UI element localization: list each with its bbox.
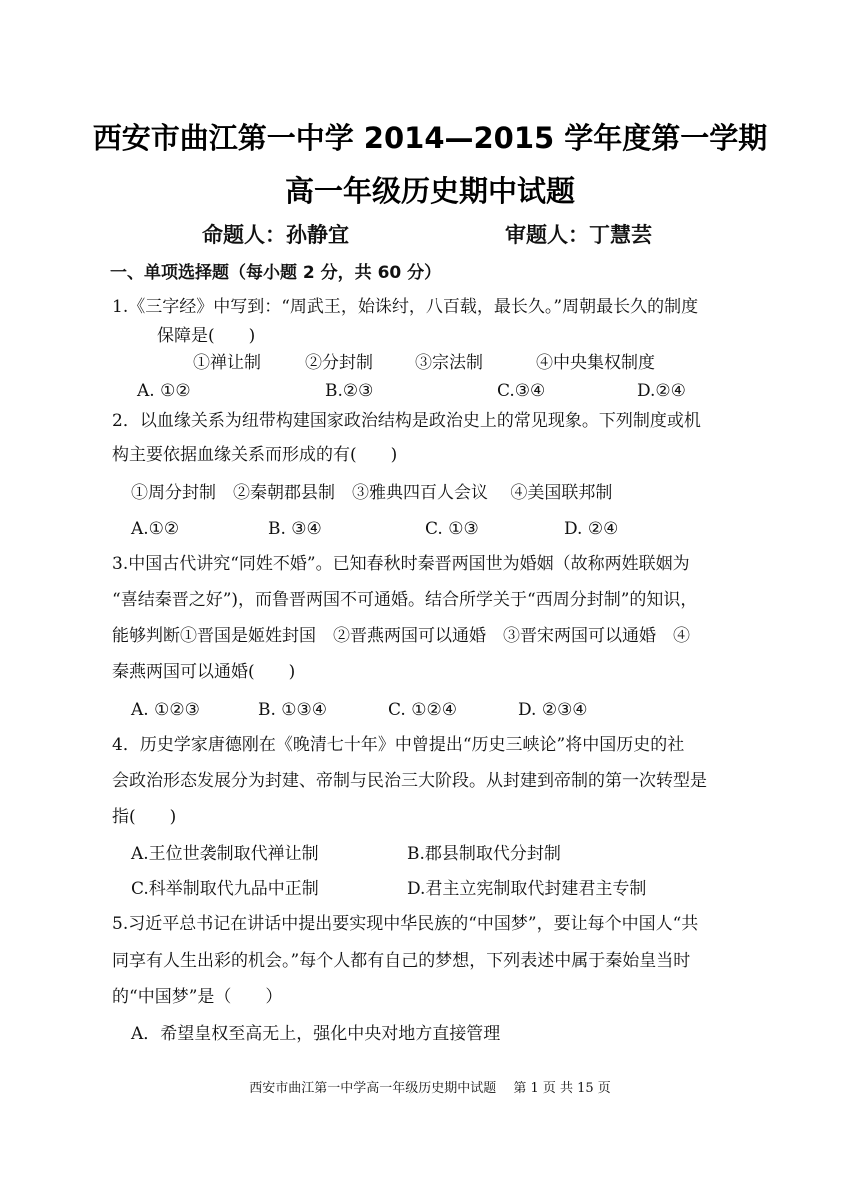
exam-title-line2: 高一年级历史期中试题: [284, 174, 575, 208]
q5-option-a: A．希望皇权至高无上，强化中央对地方直接管理: [131, 1024, 501, 1044]
section-heading: 一、单项选择题（每小题 2 分，共 60 分）: [110, 263, 442, 283]
q2-option-a: A.①②: [131, 519, 180, 539]
q3-option-c: C. ①②④: [388, 700, 457, 720]
q1-item-2: ②分封制: [305, 353, 373, 373]
q1-stem-line1: 1.《三字经》中写到：“周武王，始诛纣，八百载，最长久。”周朝最长久的制度: [112, 297, 699, 317]
q4-option-a: A.王位世袭制取代禅让制: [131, 844, 319, 864]
q3-stem-line4: 秦燕两国可以通婚( ): [112, 662, 296, 682]
exam-title-line1: 西安市曲江第一中学 2014—2015 学年度第一学期: [92, 121, 768, 155]
q1-item-3: ③宗法制: [415, 353, 483, 373]
q4-option-c: C.科举制取代九品中正制: [131, 879, 319, 899]
q2-option-d: D. ②④: [564, 519, 619, 539]
q1-stem-line2: 保障是( ): [157, 326, 256, 346]
author-label: 命题人：孙静宜: [202, 223, 349, 247]
q3-option-a: A. ①②③: [131, 700, 200, 720]
q5-stem-line3: 的“中国梦”是（ ）: [112, 987, 283, 1007]
q5-stem-line2: 同享有人生出彩的机会。”每个人都有自己的梦想，下列表述中属于秦始皇当时: [112, 951, 691, 971]
q1-option-a: A. ①②: [137, 381, 191, 401]
q4-option-b: B.郡县制取代分封制: [407, 844, 561, 864]
q2-items: ①周分封制 ②秦朝郡县制 ③雅典四百人会议 ④美国联邦制: [131, 483, 613, 503]
q3-option-b: B. ①③④: [258, 700, 328, 720]
page-footer: 西安市曲江第一中学高一年级历史期中试题 第 1 页 共 15 页: [249, 1081, 611, 1096]
q4-stem-line3: 指( ): [112, 807, 177, 827]
q2-stem-line1: 2．以血缘关系为纽带构建国家政治结构是政治史上的常见现象。下列制度或机: [112, 411, 701, 431]
q2-stem-line2: 构主要依据血缘关系而形成的有( ): [112, 445, 398, 465]
q4-option-d: D.君主立宪制取代封建君主专制: [407, 879, 647, 899]
q1-item-4: ④中央集权制度: [536, 353, 655, 373]
q2-option-b: B. ③④: [268, 519, 322, 539]
q3-stem-line1: 3.中国古代讲究“同姓不婚”。已知春秋时秦晋两国世为婚姻（故称两姓联姻为: [112, 554, 690, 574]
q1-option-b: B.②③: [325, 381, 374, 401]
q2-option-c: C. ①③: [425, 519, 479, 539]
q4-stem-line2: 会政治形态发展分为封建、帝制与民治三大阶段。从封建到帝制的第一次转型是: [112, 771, 707, 791]
q3-stem-line2: “喜结秦晋之好”)，而鲁晋两国不可通婚。结合所学关于“西周分封制”的知识，: [112, 590, 698, 610]
q1-option-d: D.②④: [637, 381, 686, 401]
q1-option-c: C.③④: [497, 381, 546, 401]
q5-stem-line1: 5.习近平总书记在讲话中提出要实现中华民族的“中国梦”，要让每个中国人“共: [112, 914, 699, 934]
q4-stem-line1: 4．历史学家唐德刚在《晚清七十年》中曾提出“历史三峡论”将中国历史的社: [112, 735, 685, 755]
reviewer-label: 审题人：丁慧芸: [505, 223, 652, 247]
q1-item-1: ①禅让制: [193, 353, 261, 373]
q3-option-d: D. ②③④: [518, 700, 588, 720]
q3-stem-line3: 能够判断①晋国是姬姓封国 ②晋燕两国可以通婚 ③晋宋两国可以通婚 ④: [112, 626, 690, 646]
